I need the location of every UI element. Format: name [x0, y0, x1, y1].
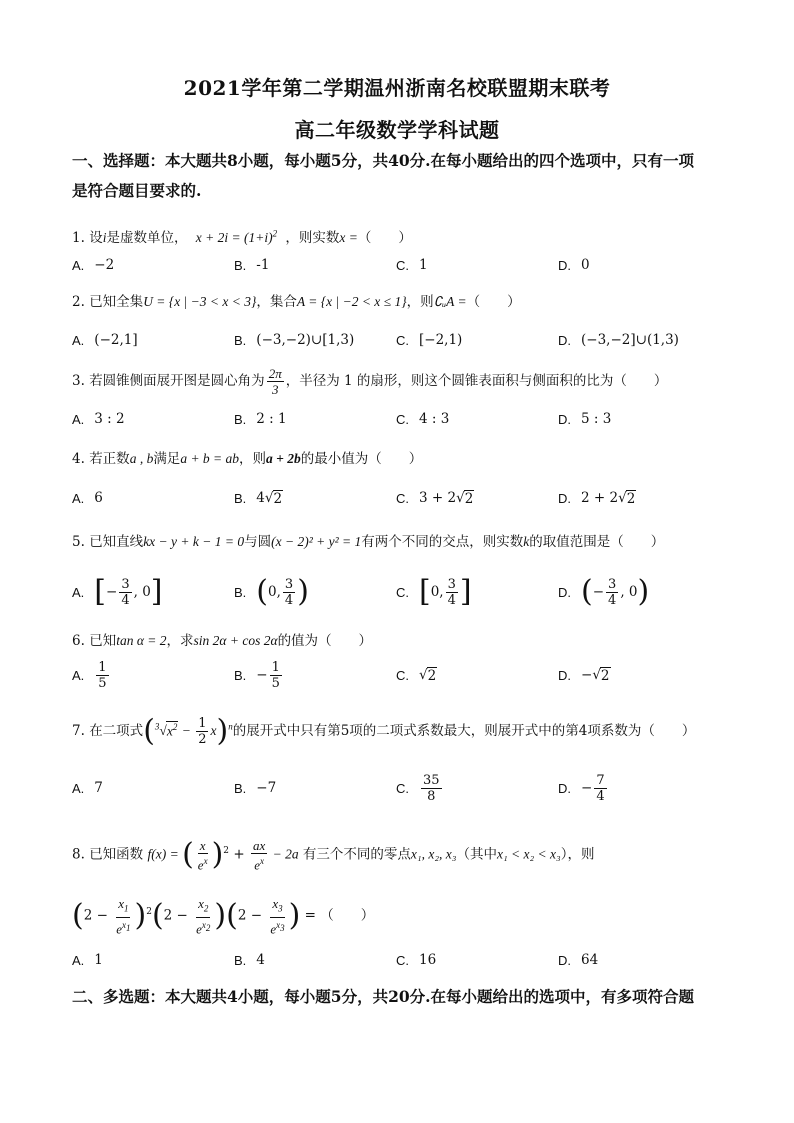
question-3-options	[72, 399, 722, 439]
question-6: 6. 已知tan α = 2，求sin 2α + cos 2α的值为（ ）	[72, 633, 373, 649]
option-b: B. 4 √ 2	[234, 490, 283, 507]
question-8-line-2: (2 − $\frac{x_1}{e^{x_1}}$ )$^2$(2 − $\frac{x_2}{e^{x_2}}$ )(2 − $\frac{x_3}{e^{x_3}}$ ) = （ ）	[72, 896, 375, 936]
question-5-options	[72, 572, 722, 612]
option-c: C. [ 0, $\frac{3}{4}$ ]	[396, 574, 472, 609]
question-2: 2. 已知全集U = {x | −3 < x < 3}，集合A = {x | −2 < x ≤ 1}，则∁ᵤA =（ ）	[72, 294, 521, 310]
option-a: A. [ − $\frac{3}{4}$ , 0 ]	[72, 574, 163, 609]
question-7-options	[72, 768, 722, 808]
question-8: 8. 已知函数 f(x) = ( $\frac{x}{e^x}$ )$^2$ + $\frac{ax}{e^x}$ − 2a 有三个不同的零点x₁, x₂, x₃（其中x₁ < x₂ < x₃），则	[72, 837, 595, 873]
option-d: D. 0	[558, 257, 590, 273]
question-1: 1. 设i是虚数单位， $x + 2i = (1+i)^2$ ，则实数x =（ ）	[72, 228, 412, 246]
option-d: D. 5 : 3	[558, 411, 612, 427]
question-4: 4. 若正数a , b满足a + b = ab，则a + 2b的最小值为（ ）	[72, 451, 423, 467]
question-2-options	[72, 320, 722, 360]
option-c: C. 16	[396, 952, 437, 968]
exam-subtitle: 高二年级数学学科试题	[294, 118, 500, 142]
option-a: A. (−2,1]	[72, 332, 138, 348]
question-3: 3. 若圆锥侧面展开图是圆心角为 $\frac{2\pi}{3}$ ，半径为 1 的扇形，则这个圆锥表面积与侧面积的比为（ ）	[72, 366, 668, 397]
question-1-options	[72, 245, 722, 285]
option-a: A. $\frac{1}{5}$	[72, 659, 107, 691]
option-b: B. -1	[234, 257, 270, 273]
option-d: D. 64	[558, 952, 599, 968]
option-a: A. 6	[72, 490, 103, 506]
option-c: C. √ 2	[396, 667, 437, 684]
question-8-options	[72, 940, 722, 980]
question-7: 7. 在二项式($^3√x^2$ − $\frac{1}{2}$ x)$^n$的展开式中只有第5项的二项式系数最大，则展开式中的第4项系数为（ ）	[72, 713, 696, 749]
section-2-heading: 二、多选题：本大题共4小题，每小题5分，共20分.在每小题给出的选项中，有多项符合题	[72, 987, 695, 1006]
option-c: C. 1	[396, 257, 428, 273]
option-c: C. 3 + 2 √ 2	[396, 490, 474, 507]
option-a: A. 1	[72, 952, 103, 968]
option-a: A. 3 : 2	[72, 411, 125, 427]
option-d: D. ( − $\frac{3}{4}$ , 0 )	[558, 574, 650, 609]
option-b: B. 2 : 1	[234, 411, 287, 427]
question-4-options	[72, 478, 722, 518]
option-c: C. 4 : 3	[396, 411, 450, 427]
option-d: D. (−3,−2]∪(1,3)	[558, 332, 679, 348]
option-a: A. 7	[72, 780, 103, 796]
question-5: 5. 已知直线kx − y + k − 1 = 0与圆(x − 2)² + y² = 1有两个不同的交点，则实数k的取值范围是（ ）	[72, 534, 665, 550]
option-b: B. 4	[234, 952, 265, 968]
option-c: C. [−2,1)	[396, 332, 463, 348]
option-c: C. $\frac{35}{8}$	[396, 772, 440, 804]
exam-title: 2021学年第二学期温州浙南名校联盟期末联考	[183, 76, 611, 100]
option-a: A. −2	[72, 257, 115, 273]
option-d: D. − √ 2	[558, 667, 610, 684]
option-b: B. − $\frac{1}{5}$	[234, 659, 280, 691]
question-6-options	[72, 655, 722, 695]
option-b: B. ( 0, $\frac{3}{4}$ )	[234, 574, 309, 609]
option-b: B. (−3,−2)∪[1,3)	[234, 332, 355, 348]
section-1-heading: 一、选择题：本大题共8小题，每小题5分，共40分.在每小题给出的四个选项中，只有一项 是符合题目要求的.	[72, 151, 695, 200]
option-d: D. 2 + 2 √ 2	[558, 490, 636, 507]
option-b: B. −7	[234, 780, 277, 796]
option-d: D. − $\frac{7}{4}$	[558, 772, 605, 804]
